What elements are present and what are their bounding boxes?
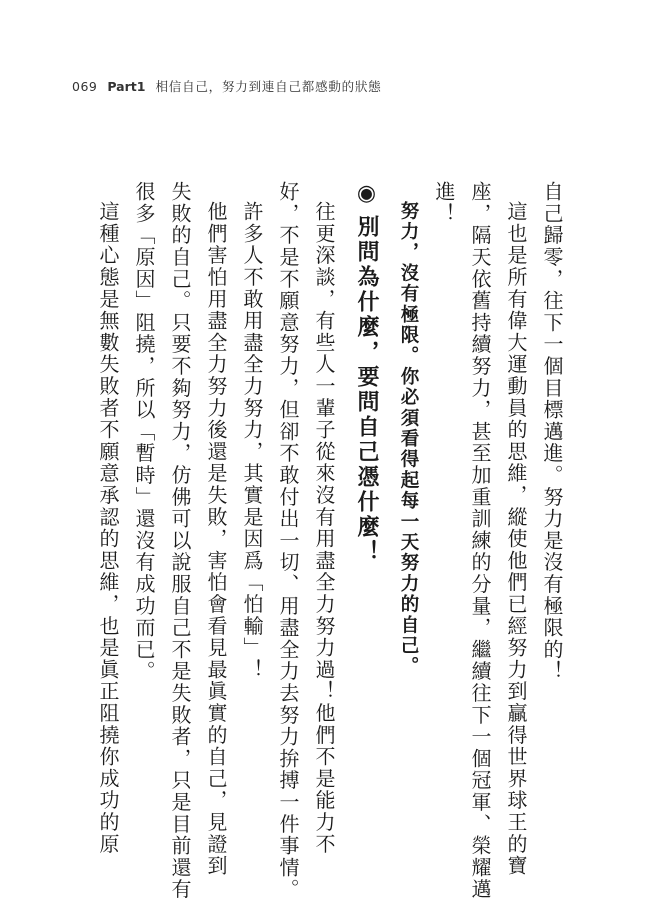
running-header	[72, 76, 382, 96]
bullseye-icon: ◉	[354, 181, 379, 209]
text-column: 進！	[432, 181, 456, 225]
chapter-title: 相信自己，努力到連自己都感動的狀態	[155, 79, 382, 94]
section-heading	[348, 181, 384, 861]
text-column: 這也是所有偉大運動員的思維，縱使他們已經努力到贏得世界球王的寶	[504, 201, 528, 877]
text-column: 許多人不敢用盡全力努力，其實是因爲「怕輸」！	[240, 201, 264, 681]
emphasis-column: 努力，沒有極限。你必須看得起每一天努力的自己。	[398, 201, 419, 678]
part-label: Part1	[107, 78, 146, 94]
text-column: 好，不是不願意努力，但卻不敢付出一切、用盡全力去努力拚搏一件事情。	[276, 181, 300, 901]
text-column: 座，隔天依舊持續努力，甚至加重訓練的分量，繼續往下一個冠軍、榮耀邁	[468, 181, 492, 901]
vertical-body-text	[90, 181, 570, 901]
text-column: 這種心態是無數失敗者不願意承認的思維，也是眞正阻撓你成功的原	[96, 201, 120, 855]
text-column: 自己歸零，往下一個目標邁進。努力是沒有極限的！	[540, 181, 564, 683]
section-heading-text: 別問為什麼，要問自己憑什麼！	[354, 215, 379, 565]
text-column: 失敗的自己。只要不夠努力，仿佛可以說服自己不是失敗者，只是目前還有	[168, 181, 192, 901]
text-column: 他們害怕用盡全力努力後還是失敗，害怕會看見最眞實的自己，見證到	[204, 201, 228, 877]
text-column: 很多「原因」阻撓，所以「暫時」還沒有成功而已。	[132, 181, 156, 683]
page-number: 069	[72, 78, 98, 94]
text-column: 往更深談，有些人一輩子從來沒有用盡全力努力過！他們不是能力不	[312, 201, 336, 855]
